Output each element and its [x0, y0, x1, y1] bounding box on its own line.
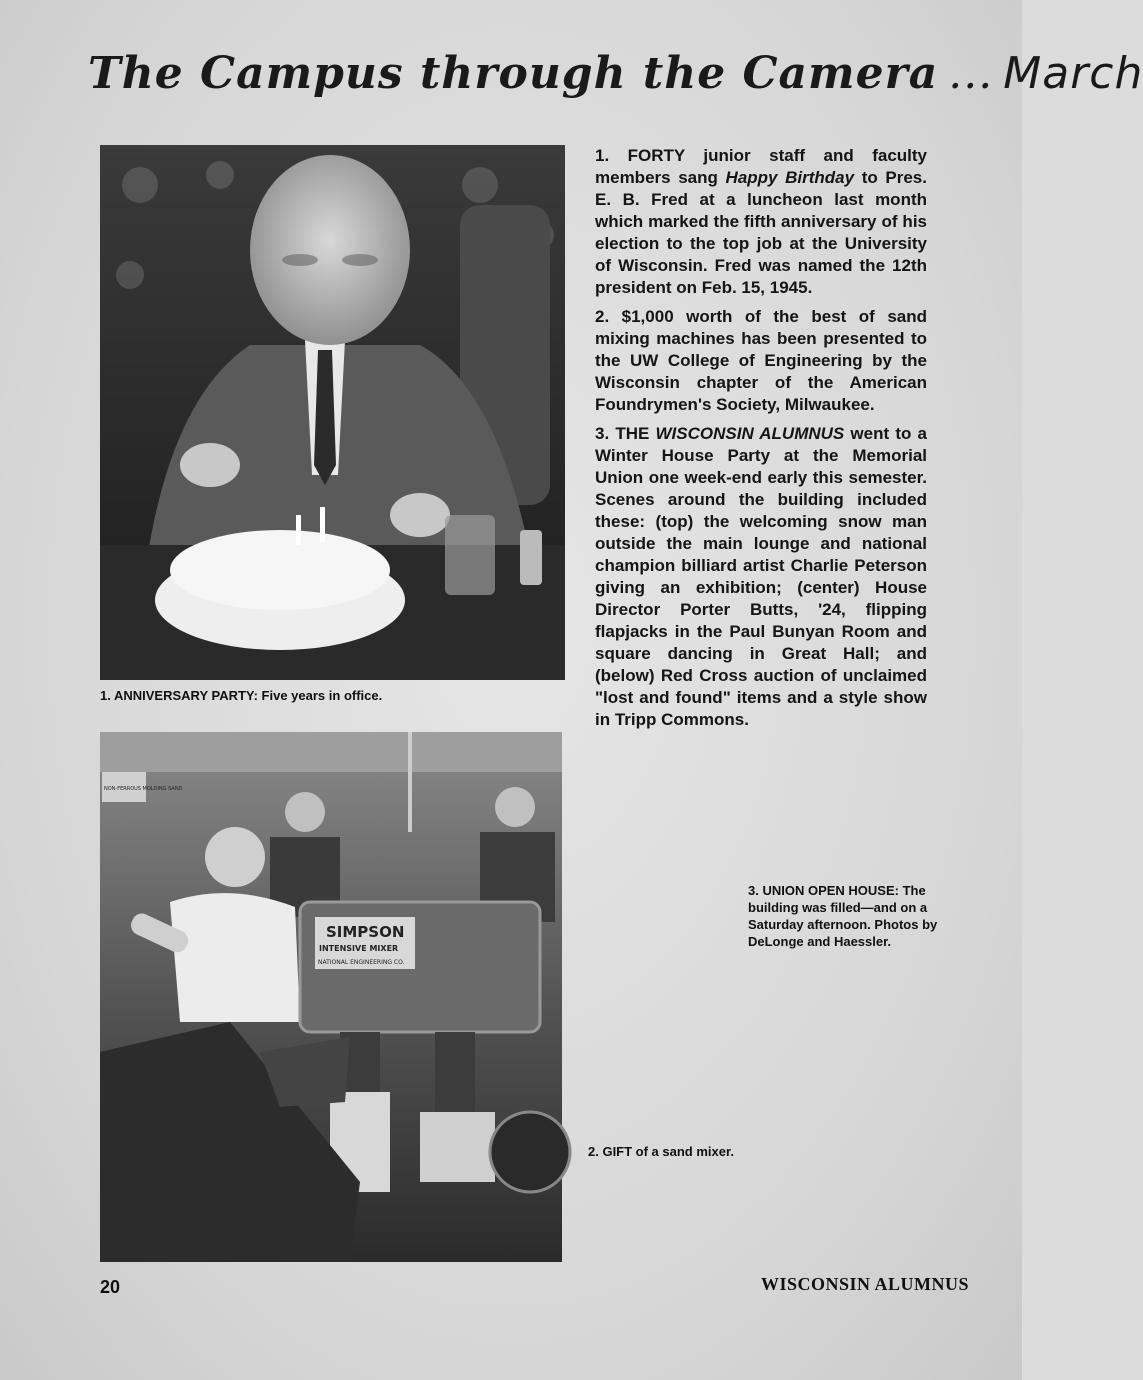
mixer-sign-brand: SIMPSON [326, 923, 405, 941]
paragraph-3-rest: went to a Winter House Party at the Memorial Union one week-end early this semester. Scenes around the building included these: (top) the welcoming snow man outside the main lounge and national champion billiard artist Charlie Peterson giving an exhibition; (center) House Director Porter Butts, '24, flipping flapjacks in the Paul Bunyan Room and square dancing in Great Hall; and (below) Red Cross auction of unclaimed "lost and found" items and a style show in Tripp Commons. [595, 424, 927, 729]
sand-mixer-photo-illustration [100, 732, 562, 1262]
anniversary-party-photo [100, 145, 565, 680]
anniversary-photo-caption: 1. ANNIVERSARY PARTY: Five years in office. [100, 688, 383, 703]
title-separator: ... [948, 48, 994, 99]
paragraph-1-lead: 1. FORTY junior staff and faculty members sang [595, 146, 927, 187]
mixer-sign-maker: NATIONAL ENGINEERING CO. [318, 959, 405, 966]
paragraph-3-lead: 3. THE [595, 424, 656, 443]
page-number: 20 [100, 1277, 121, 1297]
publication-name: WISCONSIN ALUMNUS [760, 1274, 969, 1294]
article-body [595, 145, 927, 738]
sand-mixer-photo [100, 732, 562, 1262]
article-paragraph-1 [595, 145, 927, 299]
paragraph-1-italic: Happy Birthday [725, 168, 855, 187]
union-open-house-caption: 3. UNION OPEN HOUSE: The building was filled—and on a Saturday afternoon. Photos by DeLonge and Haessler. [748, 883, 938, 949]
paragraph-1-rest: to Pres. E. B. Fred at a luncheon last month which marked the fifth anniversary of his election to the top job at the University of Wisconsin. Fred was named the 12th president on Feb. 15, 1945. [595, 168, 927, 297]
paragraph-3-italic: WISCONSIN ALUMNUS [655, 424, 845, 443]
article-paragraph-3 [595, 423, 927, 731]
page-title [88, 48, 1143, 99]
sand-mixer-photo-caption: 2. GIFT of a sand mixer. [588, 1144, 734, 1159]
mixer-sign-model: INTENSIVE MIXER [319, 944, 399, 953]
article-paragraph-2: 2. $1,000 worth of the best of sand mixing machines has been presented to the UW College of Engineering by the Wisconsin chapter of the American Foundrymen's Society, Milwaukee. [595, 307, 927, 414]
title-month: March [1003, 48, 1143, 99]
wall-sign-text: NON-FERROUS MOLDING SAND [104, 786, 183, 792]
anniversary-photo-illustration [100, 145, 565, 680]
title-text: The Campus through the Camera [88, 48, 939, 99]
